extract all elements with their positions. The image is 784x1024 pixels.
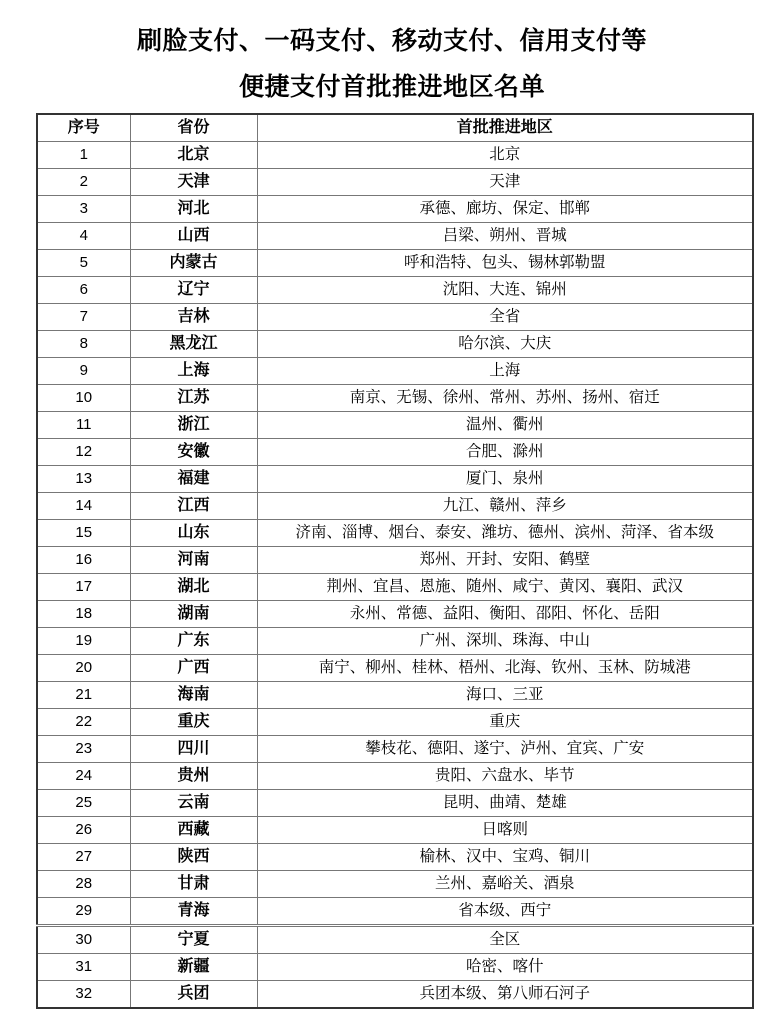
- table-row: [37, 250, 753, 277]
- serial-number-cell: 17: [37, 574, 130, 601]
- province-cell: 宁夏: [130, 926, 257, 954]
- table-row: [37, 926, 753, 954]
- regions-cell: 沈阳、大连、锦州: [257, 277, 753, 304]
- province-cell: 山西: [130, 223, 257, 250]
- serial-number-cell: 26: [37, 817, 130, 844]
- province-cell: 湖北: [130, 574, 257, 601]
- table-row: [37, 871, 753, 898]
- table-row: [37, 142, 753, 169]
- serial-number-cell: 5: [37, 250, 130, 277]
- province-cell: 新疆: [130, 954, 257, 981]
- regions-cell: 兰州、嘉峪关、酒泉: [257, 871, 753, 898]
- table-row: [37, 466, 753, 493]
- table-row: [37, 169, 753, 196]
- province-cell: 重庆: [130, 709, 257, 736]
- regions-cell: 兵团本级、第八师石河子: [257, 981, 753, 1009]
- regions-cell: 呼和浩特、包头、锡林郭勒盟: [257, 250, 753, 277]
- regions-cell: 全区: [257, 926, 753, 954]
- serial-number-cell: 9: [37, 358, 130, 385]
- table-row: [37, 817, 753, 844]
- regions-cell: 贵阳、六盘水、毕节: [257, 763, 753, 790]
- table-row: [37, 709, 753, 736]
- province-cell: 北京: [130, 142, 257, 169]
- serial-number-cell: 11: [37, 412, 130, 439]
- province-cell: 黑龙江: [130, 331, 257, 358]
- serial-number-cell: 21: [37, 682, 130, 709]
- table-row: [37, 574, 753, 601]
- regions-cell: 温州、衢州: [257, 412, 753, 439]
- province-cell: 内蒙古: [130, 250, 257, 277]
- province-cell: 河北: [130, 196, 257, 223]
- regions-cell: 南宁、柳州、桂林、梧州、北海、钦州、玉林、防城港: [257, 655, 753, 682]
- regions-cell: 吕梁、朔州、晋城: [257, 223, 753, 250]
- province-cell: 广东: [130, 628, 257, 655]
- table-row: [37, 439, 753, 466]
- table-row: [37, 385, 753, 412]
- serial-number-cell: 23: [37, 736, 130, 763]
- serial-number-cell: 24: [37, 763, 130, 790]
- regions-cell: 重庆: [257, 709, 753, 736]
- document-title-line1: 刷脸支付、一码支付、移动支付、信用支付等: [136, 28, 647, 55]
- serial-number-cell: 13: [37, 466, 130, 493]
- province-cell: 海南: [130, 682, 257, 709]
- regions-cell: 哈密、喀什: [257, 954, 753, 981]
- province-cell: 青海: [130, 898, 257, 926]
- province-cell: 贵州: [130, 763, 257, 790]
- province-cell: 河南: [130, 547, 257, 574]
- serial-number-cell: 32: [37, 981, 130, 1009]
- table-row: [37, 223, 753, 250]
- province-cell: 天津: [130, 169, 257, 196]
- regions-cell: 济南、淄博、烟台、泰安、潍坊、德州、滨州、菏泽、省本级: [257, 520, 753, 547]
- table-body: [37, 142, 753, 1009]
- province-cell: 福建: [130, 466, 257, 493]
- serial-number-cell: 25: [37, 790, 130, 817]
- province-cell: 西藏: [130, 817, 257, 844]
- serial-number-cell: 30: [37, 926, 130, 954]
- regions-cell: 广州、深圳、珠海、中山: [257, 628, 753, 655]
- province-cell: 江苏: [130, 385, 257, 412]
- province-cell: 江西: [130, 493, 257, 520]
- header-serial-number: 序号: [37, 114, 130, 142]
- serial-number-cell: 19: [37, 628, 130, 655]
- serial-number-cell: 3: [37, 196, 130, 223]
- regions-cell: 荆州、宜昌、恩施、随州、咸宁、黄冈、襄阳、武汉: [257, 574, 753, 601]
- table-row: [37, 844, 753, 871]
- table-row: [37, 763, 753, 790]
- table-row: [37, 412, 753, 439]
- table-row: [37, 655, 753, 682]
- table-row: [37, 898, 753, 926]
- province-cell: 安徽: [130, 439, 257, 466]
- province-cell: 吉林: [130, 304, 257, 331]
- province-cell: 四川: [130, 736, 257, 763]
- serial-number-cell: 29: [37, 898, 130, 926]
- table-row: [37, 736, 753, 763]
- table-header-row: [37, 114, 753, 142]
- serial-number-cell: 22: [37, 709, 130, 736]
- serial-number-cell: 2: [37, 169, 130, 196]
- table-row: [37, 331, 753, 358]
- serial-number-cell: 12: [37, 439, 130, 466]
- table-row: [37, 277, 753, 304]
- serial-number-cell: 16: [37, 547, 130, 574]
- regions-cell: 南京、无锡、徐州、常州、苏州、扬州、宿迁: [257, 385, 753, 412]
- serial-number-cell: 1: [37, 142, 130, 169]
- header-first-batch-regions: 首批推进地区: [257, 114, 753, 142]
- province-cell: 浙江: [130, 412, 257, 439]
- header-province: 省份: [130, 114, 257, 142]
- regions-cell: 全省: [257, 304, 753, 331]
- table-row: [37, 196, 753, 223]
- province-cell: 山东: [130, 520, 257, 547]
- regions-cell: 昆明、曲靖、楚雄: [257, 790, 753, 817]
- table-row: [37, 682, 753, 709]
- regions-table: [36, 113, 754, 1009]
- table-row: [37, 790, 753, 817]
- serial-number-cell: 15: [37, 520, 130, 547]
- province-cell: 云南: [130, 790, 257, 817]
- serial-number-cell: 14: [37, 493, 130, 520]
- regions-cell: 郑州、开封、安阳、鹤壁: [257, 547, 753, 574]
- province-cell: 兵团: [130, 981, 257, 1009]
- regions-cell: 九江、赣州、萍乡: [257, 493, 753, 520]
- serial-number-cell: 20: [37, 655, 130, 682]
- regions-cell: 厦门、泉州: [257, 466, 753, 493]
- serial-number-cell: 4: [37, 223, 130, 250]
- table-row: [37, 358, 753, 385]
- table-row: [37, 981, 753, 1009]
- province-cell: 辽宁: [130, 277, 257, 304]
- table-row: [37, 520, 753, 547]
- serial-number-cell: 31: [37, 954, 130, 981]
- serial-number-cell: 18: [37, 601, 130, 628]
- regions-cell: 攀枝花、德阳、遂宁、泸州、宜宾、广安: [257, 736, 753, 763]
- serial-number-cell: 10: [37, 385, 130, 412]
- serial-number-cell: 8: [37, 331, 130, 358]
- province-cell: 湖南: [130, 601, 257, 628]
- province-cell: 陕西: [130, 844, 257, 871]
- regions-cell: 日喀则: [257, 817, 753, 844]
- table-row: [37, 954, 753, 981]
- table-row: [37, 493, 753, 520]
- table-row: [37, 628, 753, 655]
- serial-number-cell: 27: [37, 844, 130, 871]
- province-cell: 上海: [130, 358, 257, 385]
- regions-cell: 合肥、滁州: [257, 439, 753, 466]
- regions-cell: 省本级、西宁: [257, 898, 753, 926]
- table-row: [37, 304, 753, 331]
- table-row: [37, 547, 753, 574]
- regions-cell: 承德、廊坊、保定、邯郸: [257, 196, 753, 223]
- province-cell: 甘肃: [130, 871, 257, 898]
- regions-cell: 上海: [257, 358, 753, 385]
- serial-number-cell: 28: [37, 871, 130, 898]
- regions-cell: 海口、三亚: [257, 682, 753, 709]
- document-title-line2: 便捷支付首批推进地区名单: [238, 74, 545, 101]
- table-row: [37, 601, 753, 628]
- serial-number-cell: 6: [37, 277, 130, 304]
- regions-cell: 榆林、汉中、宝鸡、铜川: [257, 844, 753, 871]
- province-cell: 广西: [130, 655, 257, 682]
- regions-cell: 哈尔滨、大庆: [257, 331, 753, 358]
- regions-cell: 北京: [257, 142, 753, 169]
- regions-cell: 天津: [257, 169, 753, 196]
- regions-cell: 永州、常德、益阳、衡阳、邵阳、怀化、岳阳: [257, 601, 753, 628]
- serial-number-cell: 7: [37, 304, 130, 331]
